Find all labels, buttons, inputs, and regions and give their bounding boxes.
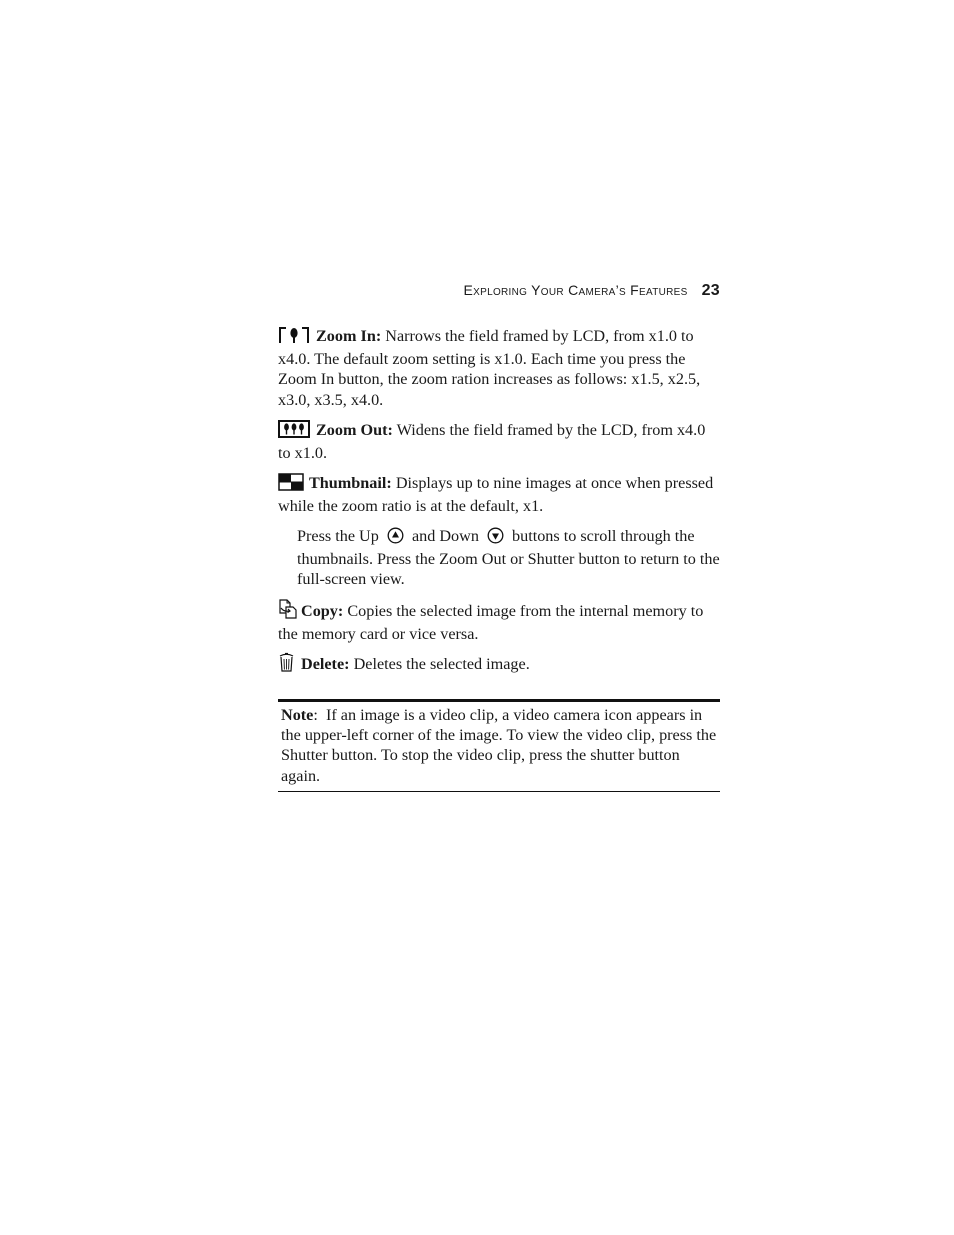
scroll-text-3: buttons to scroll through the thumbnails. Press the Zoom Out or Shutter button to return to the full-screen view. <box>297 527 720 589</box>
copy-description <box>278 599 720 644</box>
copy-label: Copy: <box>301 602 344 620</box>
trash-icon <box>278 652 295 677</box>
zoom-out-description <box>278 420 720 463</box>
scroll-instructions <box>297 526 720 590</box>
zoom-out-icon <box>278 420 310 443</box>
delete-text: Deletes the selected image. <box>353 655 530 673</box>
section-title: Exploring Your Camera’s Features <box>463 282 688 298</box>
zoom-out-label: Zoom Out: <box>316 421 393 439</box>
up-arrow-icon <box>387 527 404 549</box>
note-text: If an image is a video clip, a video camera icon appears in the upper-left corner of the image. To view the video clip, press the Shutter button. To stop the video clip, press the shutter button again. <box>281 706 717 785</box>
note-content: Note: If an image is a video clip, a video camera icon appears in the upper-left corner of the image. To view the video clip, press the Shutter button. To stop the video clip, press the shutter button again. <box>281 706 717 785</box>
thumbnail-label: Thumbnail: <box>309 474 392 492</box>
thumbnail-text: Displays up to nine images at once when pressed while the zoom ratio is at the default, x1. <box>278 474 714 516</box>
copy-text: Copies the selected image from the internal memory to the memory card or vice versa. <box>278 602 704 644</box>
zoom-in-label: Zoom In: <box>316 327 382 345</box>
down-arrow-icon <box>487 527 504 549</box>
page-number: 23 <box>701 282 720 299</box>
zoom-in-icon <box>278 326 310 349</box>
copy-icon <box>278 599 298 624</box>
thumbnail-icon <box>278 473 304 496</box>
note-label: Note <box>281 706 314 724</box>
scroll-text-2: and Down <box>411 527 479 545</box>
running-header <box>420 280 720 301</box>
zoom-in-text: Narrows the field framed by LCD, from x1.0 to x4.0. The default zoom setting is x1.0. Each time you press the Zoom In button, the zoom ration increases as follows: x1.5, x2.5, x3.0, x3.5, x4.0. <box>278 327 701 409</box>
zoom-out-text: Widens the field framed by the LCD, from x4.0 to x1.0. <box>278 421 706 463</box>
scroll-text-1: Press the Up <box>297 527 379 545</box>
delete-label: Delete: <box>301 655 350 673</box>
delete-description <box>278 652 720 677</box>
note-box <box>278 699 720 792</box>
thumbnail-description <box>278 473 720 516</box>
zoom-in-description <box>278 326 720 410</box>
